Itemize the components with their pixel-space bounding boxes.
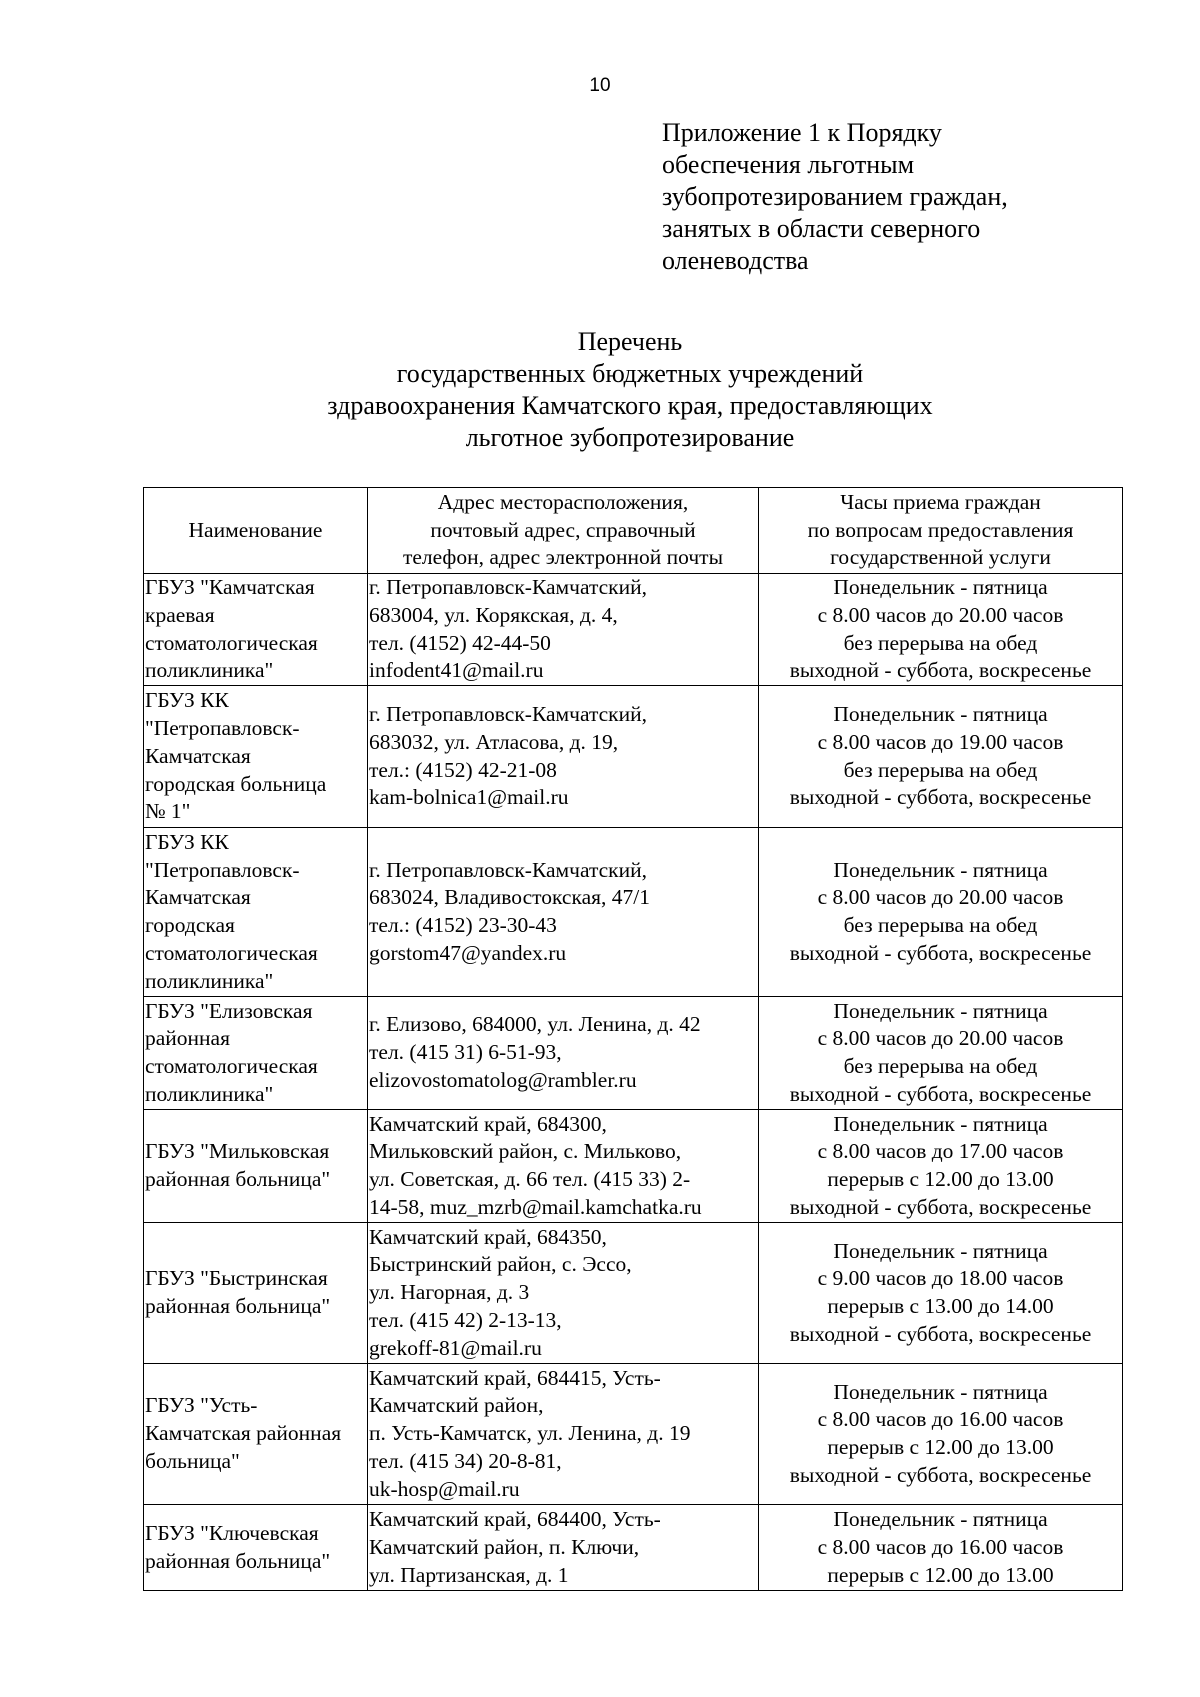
address-line: Быстринский район, с. Эссо, [369, 1252, 632, 1277]
header-address [368, 488, 759, 574]
address-line: gorstom47@yandex.ru [369, 940, 567, 965]
address-line: тел.: (4152) 23-30-43 [369, 913, 557, 938]
address-line: Камчатский край, 684350, [369, 1224, 607, 1249]
name-line: Камчатская районная [145, 1421, 342, 1446]
institution-name [144, 1505, 368, 1591]
institution-name [144, 686, 368, 828]
hours-line: Понедельник - пятница [833, 575, 1048, 599]
name-line: "Петропавловск- [145, 715, 300, 740]
address-line: infodent41@mail.ru [369, 658, 544, 683]
table-row [144, 997, 1123, 1110]
title-line: Перечень [577, 327, 683, 356]
name-line: поликлиника" [145, 968, 274, 993]
hours-line: без перерыва на обед [843, 913, 1038, 938]
name-line: Камчатская [145, 743, 251, 768]
address-line: тел.: (4152) 42-21-08 [369, 757, 557, 782]
address-line: Камчатский край, 684300, [369, 1111, 607, 1136]
name-line: стоматологическая [145, 630, 318, 655]
address-line: г. Петропавловск-Камчатский, [369, 857, 647, 882]
hours-line: без перерыва на обед [843, 757, 1038, 782]
name-line: краевая [145, 602, 215, 627]
institution-name [144, 1223, 368, 1364]
address-line: тел. (415 31) 6-51-93, [369, 1040, 562, 1065]
institution-hours [759, 1505, 1123, 1591]
address-line: тел. (415 42) 2-13-13, [369, 1308, 562, 1333]
institution-name [144, 997, 368, 1110]
hours-line: с 9.00 часов до 18.00 часов [817, 1266, 1064, 1291]
institution-hours [759, 828, 1123, 997]
name-line: Камчатская [145, 885, 251, 910]
hours-line: Понедельник - пятница [833, 1506, 1048, 1531]
hours-line: с 8.00 часов до 17.00 часов [817, 1139, 1064, 1164]
table-row [144, 1505, 1123, 1591]
hours-line: Понедельник - пятница [833, 1379, 1048, 1404]
address-line: г. Елизово, 684000, ул. Ленина, д. 42 [369, 1012, 701, 1037]
header-line: по вопросам предоставления [807, 517, 1074, 542]
address-line: kam-bolnica1@mail.ru [369, 785, 569, 810]
header-line: телефон, адрес электронной почты [402, 545, 724, 570]
name-line: районная больница" [145, 1167, 331, 1192]
hours-line: выходной - суббота, воскресенье [789, 785, 1092, 810]
address-line: 683004, ул. Корякская, д. 4, [369, 602, 618, 627]
address-line: elizovostomatolog@rambler.ru [369, 1068, 637, 1093]
hours-line: Понедельник - пятница [833, 998, 1048, 1023]
name-line: поликлиника" [145, 658, 274, 683]
header-line: почтовый адрес, справочный [430, 517, 696, 542]
hours-line: без перерыва на обед [843, 630, 1038, 655]
institution-name [144, 574, 368, 686]
address-line: тел. (4152) 42-44-50 [369, 630, 551, 655]
appendix-line: оленеводства [662, 246, 809, 275]
address-line: 683024, Владивостокская, 47/1 [369, 885, 650, 910]
name-line: поликлиника" [145, 1081, 274, 1106]
institution-hours [759, 574, 1123, 686]
name-line: ГБУЗ КК [145, 829, 229, 854]
hours-line: Понедельник - пятница [833, 702, 1048, 727]
name-line: стоматологическая [145, 1054, 318, 1079]
institution-address [368, 1505, 759, 1591]
address-line: Камчатский район, [369, 1393, 544, 1418]
institution-address [368, 1223, 759, 1364]
institution-name [144, 828, 368, 997]
institution-address [368, 574, 759, 686]
hours-line: с 8.00 часов до 19.00 часов [817, 729, 1064, 754]
name-line: ГБУЗ "Камчатская [145, 575, 315, 599]
hours-line: без перерыва на обед [843, 1054, 1038, 1079]
institution-hours [759, 1110, 1123, 1223]
institution-name [144, 1110, 368, 1223]
page-number: 10 [589, 75, 611, 96]
address-line: Мильковский район, с. Мильково, [369, 1139, 682, 1164]
name-line: ГБУЗ КК [145, 688, 229, 713]
hours-line: перерыв с 12.00 до 13.00 [827, 1562, 1054, 1587]
name-line: городская [145, 913, 235, 938]
appendix-line: обеспечения льготным [662, 150, 915, 179]
address-line: п. Усть-Камчатск, ул. Ленина, д. 19 [369, 1421, 691, 1446]
name-line: ГБУЗ "Быстринская [145, 1266, 328, 1291]
hours-line: Понедельник - пятница [833, 857, 1048, 882]
hours-line: Понедельник - пятница [833, 1238, 1048, 1263]
hours-line: с 8.00 часов до 16.00 часов [817, 1407, 1064, 1432]
hours-line: с 8.00 часов до 20.00 часов [817, 885, 1064, 910]
name-line: стоматологическая [145, 940, 318, 965]
appendix-line: зубопротезированием граждан, [662, 182, 1008, 211]
address-line: ул. Советская, д. 66 тел. (415 33) 2- [369, 1167, 691, 1192]
institution-address [368, 828, 759, 997]
name-line: ГБУЗ "Мильковская [145, 1139, 330, 1164]
name-line: ГБУЗ "Елизовская [145, 998, 313, 1023]
hours-line: перерыв с 12.00 до 13.00 [827, 1167, 1054, 1192]
header-line: Наименование [188, 517, 323, 542]
hours-line: перерыв с 13.00 до 14.00 [827, 1294, 1054, 1319]
institution-address [368, 1110, 759, 1223]
address-line: г. Петропавловск-Камчатский, [369, 702, 647, 727]
name-line: ГБУЗ "Усть- [145, 1393, 258, 1418]
hours-line: выходной - суббота, воскресенье [789, 1462, 1092, 1487]
appendix-note [662, 117, 1162, 277]
hours-line: выходной - суббота, воскресенье [789, 940, 1092, 965]
address-line: Камчатский край, 684415, Усть- [369, 1365, 661, 1390]
header-hours [759, 488, 1123, 574]
hours-line: выходной - суббота, воскресенье [789, 1081, 1092, 1106]
name-line: районная больница" [145, 1294, 331, 1319]
name-line: № 1" [145, 799, 191, 824]
hours-line: перерыв с 12.00 до 13.00 [827, 1435, 1054, 1460]
hours-line: с 8.00 часов до 16.00 часов [817, 1534, 1064, 1559]
hours-line: выходной - суббота, воскресенье [789, 658, 1092, 683]
hours-line: с 8.00 часов до 20.00 часов [817, 1026, 1064, 1051]
institution-hours [759, 1364, 1123, 1505]
address-line: grekoff-81@mail.ru [369, 1335, 542, 1360]
institution-hours [759, 686, 1123, 828]
title-line: здравоохранения Камчатского края, предоставляющих [327, 391, 933, 420]
address-line: г. Петропавловск-Камчатский, [369, 575, 647, 599]
document-title [0, 326, 1200, 454]
table-row [144, 574, 1123, 686]
header-line: государственной услуги [830, 545, 1051, 570]
table-header-row [144, 488, 1123, 574]
institution-address [368, 997, 759, 1110]
appendix-line: занятых в области северного [662, 214, 981, 243]
hours-line: с 8.00 часов до 20.00 часов [817, 602, 1064, 627]
address-line: тел. (415 34) 20-8-81, [369, 1449, 562, 1474]
table-row [144, 1364, 1123, 1505]
name-line: городская больница [145, 771, 327, 796]
address-line: 14-58, muz_mzrb@mail.kamchatka.ru [369, 1194, 702, 1219]
address-line: ул. Нагорная, д. 3 [369, 1280, 530, 1305]
table-row [144, 686, 1123, 828]
institution-address [368, 1364, 759, 1505]
title-line: льготное зубопротезирование [465, 423, 795, 452]
header-line: Часы приема граждан [840, 489, 1041, 514]
appendix-line: Приложение 1 к Порядку [662, 118, 942, 147]
table-row [144, 1223, 1123, 1364]
hours-line: Понедельник - пятница [833, 1111, 1048, 1136]
hours-line: выходной - суббота, воскресенье [789, 1194, 1092, 1219]
institution-address [368, 686, 759, 828]
name-line: районная [145, 1026, 230, 1051]
institution-name [144, 1364, 368, 1505]
table-row [144, 1110, 1123, 1223]
header-name [144, 488, 368, 574]
name-line: больница" [145, 1449, 240, 1474]
name-line: районная больница" [145, 1548, 331, 1573]
address-line: 683032, ул. Атласова, д. 19, [369, 729, 619, 754]
title-line: государственных бюджетных учреждений [396, 359, 864, 388]
institution-hours [759, 1223, 1123, 1364]
institution-hours [759, 997, 1123, 1110]
name-line: "Петропавловск- [145, 857, 300, 882]
name-line: ГБУЗ "Ключевская [145, 1520, 319, 1545]
address-line: ул. Партизанская, д. 1 [369, 1562, 569, 1587]
address-line: Камчатский край, 684400, Усть- [369, 1506, 661, 1531]
address-line: Камчатский район, п. Ключи, [369, 1534, 640, 1559]
hours-line: выходной - суббота, воскресенье [789, 1321, 1092, 1346]
header-line: Адрес месторасположения, [437, 489, 689, 514]
address-line: uk-hosp@mail.ru [369, 1476, 520, 1501]
institutions-table [143, 487, 1123, 1591]
table-row [144, 828, 1123, 997]
